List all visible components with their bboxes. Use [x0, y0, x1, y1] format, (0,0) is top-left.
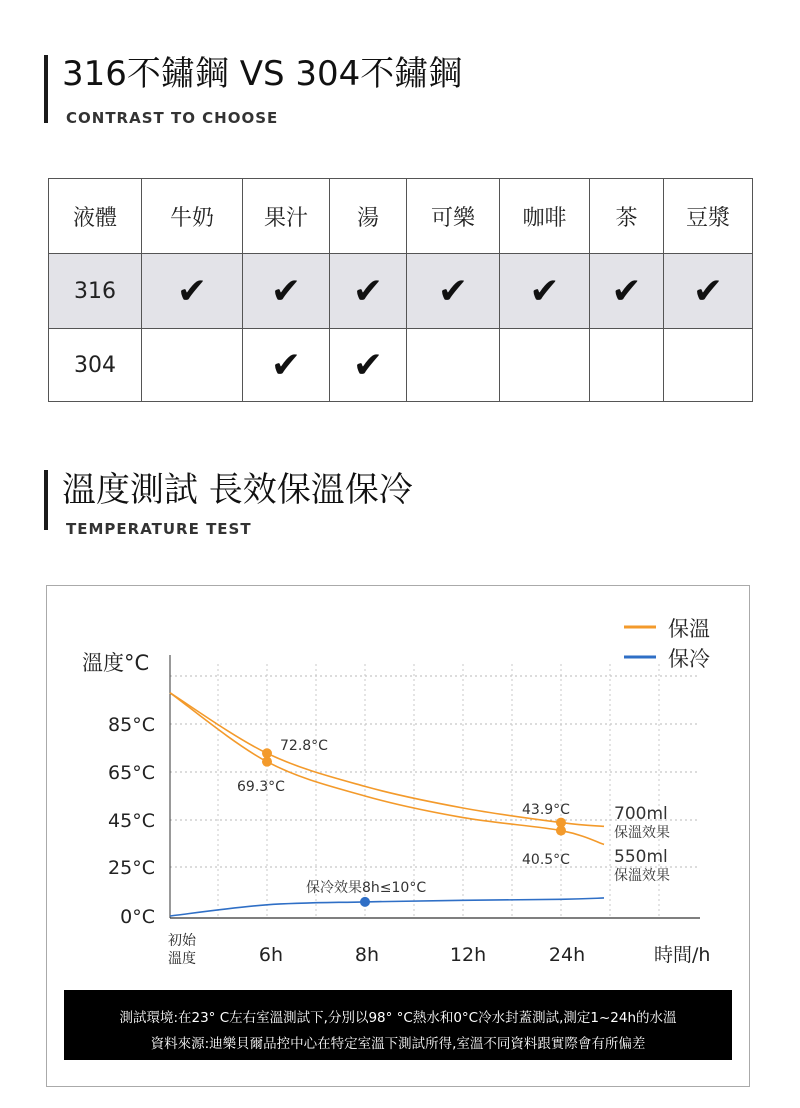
table-row [49, 254, 753, 329]
check-cell [590, 254, 664, 329]
section-subtitle: CONTRAST TO CHOOSE [66, 109, 279, 127]
series-label-700: 700ml [614, 804, 668, 824]
check-cell [590, 329, 664, 402]
check-cell [243, 329, 330, 402]
check-icon: ✔ [270, 344, 302, 386]
check-cell [142, 254, 243, 329]
row-label: 304 [49, 329, 142, 402]
header-cell: 豆漿 [664, 179, 753, 254]
y-tick-label: 0°C [120, 906, 155, 928]
y-tick-label: 45°C [108, 810, 155, 832]
table-header-row [49, 179, 753, 254]
section-marker [44, 470, 48, 530]
check-icon: ✔ [437, 270, 469, 312]
section-title: 316不鏽鋼 VS 304不鏽鋼 [62, 54, 463, 94]
check-icon: ✔ [352, 270, 384, 312]
x-tick-label: 8h [354, 944, 380, 966]
x-tick-label: 24h [548, 944, 586, 966]
data-label-439: 43.9°C [522, 802, 570, 818]
legend-label-hot: 保溫 [668, 617, 710, 641]
check-icon: ✔ [270, 270, 302, 312]
check-icon: ✔ [176, 270, 208, 312]
comparison-table [48, 178, 753, 402]
table-row [49, 329, 753, 402]
header-cell: 果汁 [243, 179, 330, 254]
row-label: 316 [49, 254, 142, 329]
x-tick-label: 6h [258, 944, 284, 966]
data-label-cold: 保冷效果8h≤10°C [306, 880, 427, 896]
section-marker [44, 55, 48, 123]
x-tick-initial-line2: 溫度 [168, 951, 196, 967]
series-label-550-sub: 保溫效果 [614, 868, 670, 884]
check-cell [243, 254, 330, 329]
x-axis-label: 時間/h [654, 944, 711, 966]
check-cell [664, 329, 753, 402]
check-icon: ✔ [692, 270, 724, 312]
x-tick-initial-line1: 初始 [168, 933, 196, 949]
check-cell [407, 329, 500, 402]
y-tick-label: 65°C [108, 762, 155, 784]
section-subtitle: TEMPERATURE TEST [66, 520, 252, 538]
check-icon: ✔ [352, 344, 384, 386]
note-line-1: 測試環境:在23° C左右室溫測試下,分別以98° °C熱水和0°C冷水封蓋測試,測定1~24h的水溫 [119, 1010, 677, 1026]
check-cell [664, 254, 753, 329]
check-icon: ✔ [611, 270, 642, 312]
series-label-550: 550ml [614, 847, 668, 867]
x-tick-label: 12h [449, 944, 487, 966]
check-cell [500, 329, 590, 402]
section-title: 溫度測試 長效保溫保冷 [62, 470, 413, 510]
header-cell: 液體 [49, 179, 142, 254]
check-cell [330, 329, 407, 402]
check-cell [330, 254, 407, 329]
y-tick-label: 85°C [108, 714, 155, 736]
check-cell [500, 254, 590, 329]
check-cell [407, 254, 500, 329]
data-label-405: 40.5°C [522, 852, 570, 868]
header-cell: 湯 [330, 179, 407, 254]
header-cell: 咖啡 [500, 179, 590, 254]
y-axis-label: 溫度°C [82, 651, 150, 675]
y-tick-label: 25°C [108, 857, 155, 879]
header-cell: 茶 [590, 179, 664, 254]
check-icon: ✔ [529, 270, 560, 312]
data-label-693: 69.3°C [237, 779, 285, 795]
header-cell: 牛奶 [142, 179, 243, 254]
legend-label-cold: 保冷 [668, 647, 710, 671]
header-cell: 可樂 [407, 179, 500, 254]
test-note [64, 990, 732, 1060]
note-line-2: 資料來源:迪樂貝爾品控中心在特定室溫下測試所得,室溫不同資料跟實際會有所偏差 [150, 1036, 646, 1052]
series-label-700-sub: 保溫效果 [614, 825, 670, 841]
check-cell [142, 329, 243, 402]
data-label-728: 72.8°C [280, 738, 328, 754]
